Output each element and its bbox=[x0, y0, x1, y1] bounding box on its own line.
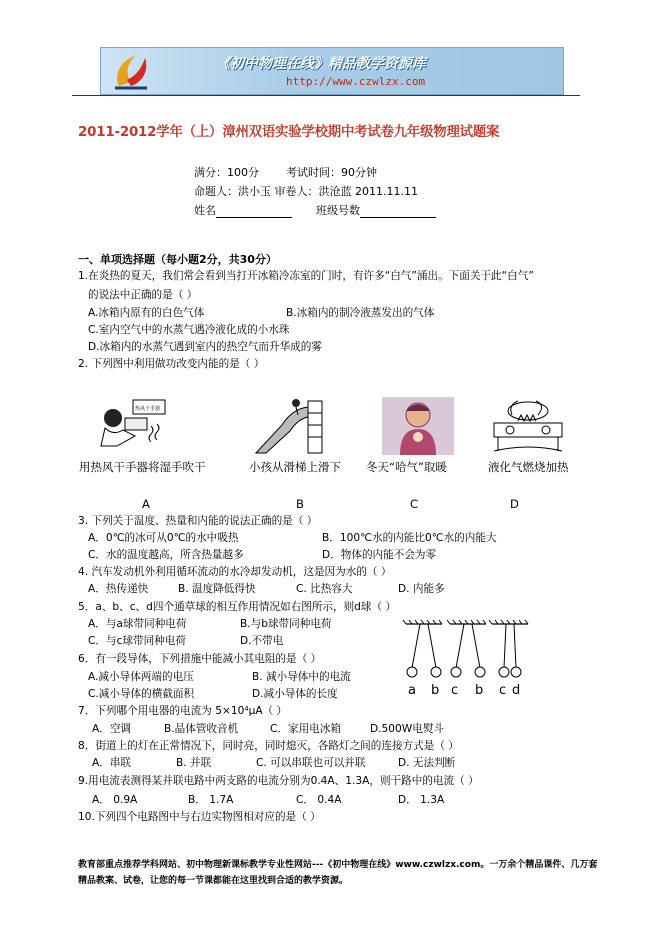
dryer-label: 热风干手器 bbox=[135, 406, 161, 412]
q3-option-b: B．100℃水的内能比0℃水的内能大 bbox=[322, 532, 497, 544]
q9-option-b: B． 1.7A bbox=[188, 794, 234, 806]
q4-stem: 4. 汽车发动机外利用循环流动的水冷却发动机，这是因为水的（ ） bbox=[78, 566, 392, 578]
q9-option-d: D． 1.3A bbox=[398, 794, 445, 806]
author-line: 命题人：洪小玉 审卷人：洪沧蓝 2011.11.11 bbox=[194, 185, 418, 198]
q1-stem-cont: 的说法中正确的是（ ） bbox=[88, 289, 198, 301]
pith-ball-figure bbox=[400, 616, 530, 698]
q3-stem: 3. 下列关于温度、热量和内能的说法正确的是（ ） bbox=[78, 515, 318, 527]
q10-stem: 10.下列四个电路图中与右边实物图相对应的是（ ） bbox=[78, 811, 321, 823]
q6-option-b: B. 减小导体中的电流 bbox=[252, 671, 351, 683]
q3-option-a: A．0℃的冰可从0℃的水中吸热 bbox=[88, 532, 239, 544]
ball-label-d: d bbox=[512, 683, 521, 698]
q1-option-a: A.冰箱内原有的白色气体 bbox=[88, 307, 205, 319]
q6-stem: 6．有一段导体，下列措施中能减小其电阻的是（ ） bbox=[78, 653, 322, 665]
header-rule bbox=[72, 95, 580, 96]
q6-option-d: D.减小导体的长度 bbox=[252, 688, 338, 700]
q6-option-c: C.减小导体的横截面积 bbox=[88, 688, 195, 700]
q8-stem: 8．街道上的灯在正常情况下，同时亮，同时熄灭，各路灯之间的连接方式是（ ） bbox=[78, 740, 459, 752]
header-banner bbox=[100, 47, 564, 95]
caption-d: 液化气燃烧加热 bbox=[488, 460, 569, 474]
q1-option-c: C.室内空气中的水蒸气遇冷液化成的小水珠 bbox=[88, 324, 290, 336]
q7-option-a: A．空调 bbox=[92, 723, 132, 735]
banner-url[interactable]: http://www.czwlzx.com bbox=[286, 75, 426, 88]
q1-option-b: B.冰箱内的制冷液蒸发出的气体 bbox=[286, 307, 435, 319]
site-logo bbox=[109, 52, 153, 90]
q5-option-b: B.与b球带同种电荷 bbox=[240, 618, 332, 630]
name-label: 姓名 bbox=[194, 204, 216, 217]
q1-option-d: D.冰箱内的水蒸气遇到室内的热空气而升华成的雾 bbox=[88, 341, 322, 353]
page-title: 2011-2012学年（上）漳州双语实验学校期中考试卷九年级物理试题案 bbox=[78, 125, 500, 140]
choice-letter-d: D bbox=[510, 497, 519, 511]
choice-letter-c: C bbox=[410, 497, 419, 511]
section-heading: 一、单项选择题（每小题2分，共30分） bbox=[78, 253, 277, 266]
exam-time: 考试时间：90分钟 bbox=[286, 166, 377, 179]
q7-option-c: C．家用电冰箱 bbox=[270, 723, 341, 735]
q5-stem: 5．a、b、c、d四个通草球的相互作用情况如右图所示，则d球（ ） bbox=[78, 601, 397, 613]
q7-stem: 7．下列哪个用电器的电流为 5×10⁴μA（ ） bbox=[78, 705, 288, 717]
q4-option-b: B. 温度降低得快 bbox=[178, 583, 256, 595]
q5-option-a: A．与a球带同种电荷 bbox=[88, 618, 187, 630]
q9-option-a: A． 0.9A bbox=[92, 794, 138, 806]
full-score: 满分：100分 bbox=[194, 166, 259, 179]
q8-option-d: D. 无法判断 bbox=[398, 757, 456, 769]
choice-letter-b: B bbox=[296, 497, 304, 511]
q8-option-a: A．串联 bbox=[92, 757, 132, 769]
caption-b: 小孩从滑梯上滑下 bbox=[249, 460, 341, 474]
name-field[interactable] bbox=[194, 202, 292, 218]
q1-stem: 1.在炎热的夏天，我们常会看到当打开冰箱冷冻室的门时，有许多“白气”涌出。下面关于此“白气” bbox=[78, 270, 534, 282]
class-label: 班级号数 bbox=[316, 204, 360, 217]
ball-label-a: a bbox=[408, 683, 416, 698]
q6-option-a: A.减小导体两端的电压 bbox=[88, 671, 194, 683]
q9-stem: 9.用电流表测得某并联电路中两支路的电流分别为0.4A、1.3A，则干路中的电流（ ） bbox=[78, 775, 479, 787]
breathing-warmth-illustration bbox=[382, 397, 454, 455]
ball-label-c2: c bbox=[499, 683, 507, 698]
q9-option-c: C． 0.4A bbox=[296, 794, 342, 806]
choice-letter-a: A bbox=[142, 497, 150, 511]
caption-c: 冬天“哈气”取暖 bbox=[366, 460, 447, 474]
q7-option-b: B.晶体管收音机 bbox=[164, 723, 239, 735]
slide-illustration bbox=[252, 395, 334, 457]
hand-dryer-illustration bbox=[95, 396, 167, 454]
q5-option-d: D.不带电 bbox=[240, 635, 284, 647]
ball-label-b: b bbox=[431, 683, 440, 698]
caption-a: 用热风干手器将湿手吹干 bbox=[79, 460, 206, 474]
q5-option-c: C．与c球带同种电荷 bbox=[88, 635, 186, 647]
class-field[interactable] bbox=[316, 202, 436, 218]
banner-title: 《初中物理在线》精品教学资源库 bbox=[216, 56, 426, 72]
q4-option-d: D. 内能多 bbox=[398, 583, 445, 595]
ball-label-b2: b bbox=[475, 683, 484, 698]
q4-option-c: C. 比热容大 bbox=[296, 583, 353, 595]
q8-option-c: C. 可以串联也可以并联 bbox=[256, 757, 366, 769]
page-footer: 教育部重点推荐学科网站、初中物理新课标教学专业性网站---《初中物理在线》www.czwlzx.com。一万余个精品课件、几万套精品教案、试卷，让您的每一节课都能在这里找到合适的教学资源。 bbox=[78, 860, 598, 886]
q8-option-b: B. 并联 bbox=[176, 757, 212, 769]
q7-option-d: D.500W电熨斗 bbox=[370, 723, 445, 735]
ball-label-c: c bbox=[451, 683, 459, 698]
q4-option-a: A．热传递快 bbox=[88, 583, 149, 595]
q3-option-d: D．物体的内能不会为零 bbox=[322, 549, 437, 561]
q3-option-c: C．水的温度越高，所含热量越多 bbox=[88, 549, 244, 561]
gas-stove-illustration bbox=[488, 397, 568, 455]
q2-stem: 2. 下列图中利用做功改变内能的是（ ） bbox=[78, 358, 265, 370]
